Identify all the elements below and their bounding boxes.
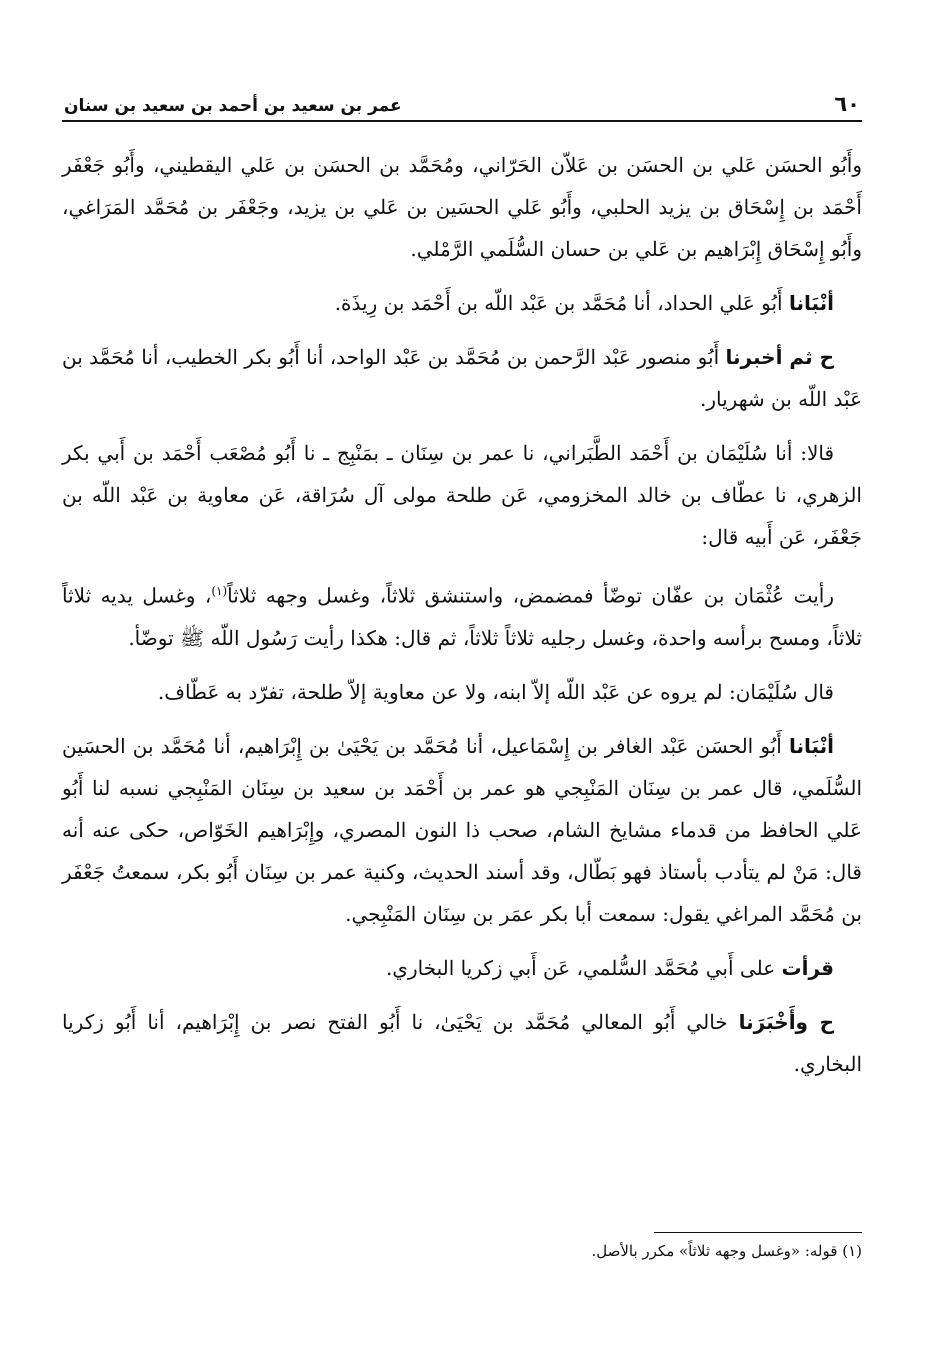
paragraph-lead: ح وأَخْبَرَنا [738, 1009, 834, 1034]
paragraph-text: أَبُو منصور عَبْد الرَّحمن بن مُحَمَّد بن عَبْد الواحد، أنا أَبُو بكر الخطيب، أنا مُحَمَّد بن عَبْد اللّه بن شهريار. [62, 345, 862, 411]
paragraph [62, 725, 862, 935]
footnote-text: قوله: «وغسل وجهه ثلاثاً» مكرر بالأصل. [591, 1242, 838, 1260]
book-page [62, 82, 862, 1260]
paragraph-text: ، وغسل يديه ثلاثاً ثلاثاً، ومسح برأسه واحدة، وغسل رجليه ثلاثاً ثلاثاً، ثم قال: هكذا رأيت رَسُول اللّه ﷺ توضّأ. [62, 583, 862, 650]
paragraph [62, 336, 862, 420]
paragraph-lead: أنْبَانا [788, 733, 834, 758]
footnote-divider [654, 1232, 862, 1233]
paragraph [62, 1001, 862, 1085]
paragraph-lead: ح ثم أخبرنا [725, 345, 834, 369]
running-title: عمر بن سعيد بن أحمد بن سعيد بن سنان [64, 96, 402, 116]
paragraph [62, 144, 862, 270]
paragraph-text: قالا: أنا سُلَيْمَان بن أَحْمَد الطَّبَراني، نا عمر بن سِنَان ـ بمَنْبِج ـ نا أَبُو مُصْعَب أَحْمَد بن أَبي بكر الزهري، نا عطّاف بن خالد المخزومي، عَن طلحة مولى آل سُرَاقة، عَن معاوية بن عَبْد اللّه بن جَعْفَر، عَن أَبيه قال: [62, 441, 862, 549]
paragraph-text: على أَبي مُحَمَّد السُّلمي، عَن أَبي زكريا البخاري. [385, 955, 776, 980]
paragraph-text: أَبُو عَلي الحداد، أنا مُحَمَّد بن عَبْد اللّه بن أَحْمَد بن رِيذَة. [334, 291, 783, 315]
footnote-reference: (١) [211, 584, 228, 598]
paragraph [62, 282, 862, 324]
paragraph [62, 570, 862, 659]
page-header [62, 82, 862, 122]
paragraph-text: أَبُو الحسَن عَبْد الغافر بن إِسْمَاعيل، أنا مُحَمَّد بن يَحْيَىٰ بن إِبْرَاهيم، أنا مُحَمَّد بن الحسَين السُّلَمي، قال عمر بن سِنَان المَنْبِجي هو عمر بن أَحْمَد بن سعيد بن سِنَان المَنْبِجي نسبه لنا أَبُو عَلي الحافظ من قدماء مشايخ الشام، صحب ذا النون المصري، وإِبْرَاهيم الخَوّاص، حكى عنه أنه قال: مَنْ لم يتأدب بأستاذ فهو بَطّال، وقد أسند الحديث، وكنية عمر بن سِنَان أَبُو بكر، سمعتُ جَعْفَر بن مُحَمَّد المراغي يقول: سمعت أبا بكر عمَر بن سِنَان المَنْبِجي. [62, 733, 862, 926]
paragraph-text: رأيت عُثْمَان بن عفّان توضّأ فمضمض، واستنشق ثلاثاً، وغسل وجهه ثلاثاً [227, 583, 834, 608]
paragraph-text: قال سُلَيْمَان: لم يروه عن عَبْد اللّه إلاّ ابنه، ولا عن معاوية إلاّ طلحة، تفرّد به عَطّاف. [157, 679, 834, 704]
paragraph [62, 947, 862, 989]
paragraph-lead: أنْبَانا [788, 291, 834, 315]
page-body [62, 144, 862, 1085]
page-number: ٦٠ [834, 92, 860, 116]
footnote [591, 1242, 862, 1260]
paragraph [62, 671, 862, 713]
paragraph-text: وأَبُو الحسَن عَلي بن الحسَن بن عَلاّن الحَرّاني، ومُحَمَّد بن الحسَن بن عَلي اليقطيني، وأَبُو جَعْفَر أَحْمَد بن إِسْحَاق بن يزيد الحلبي، وأَبُو عَلي الحسَين بن عَلي بن يزيد، وجَعْفَر بن مُحَمَّد المَرَاغي، وأَبُو إِسْحَاق إِبْرَاهيم بن عَلي بن حسان السُّلَمي الرَّمْلي. [62, 153, 862, 261]
footnote-marker: (١) [842, 1242, 862, 1260]
paragraph-lead: قرأت [781, 955, 834, 980]
paragraph-text: خالي أَبُو المعالي مُحَمَّد بن يَحْيَىٰ، نا أَبُو الفتح نصر بن إِبْرَاهيم، أنا أَبُو زكريا البخاري. [62, 1009, 862, 1076]
paragraph [62, 432, 862, 558]
